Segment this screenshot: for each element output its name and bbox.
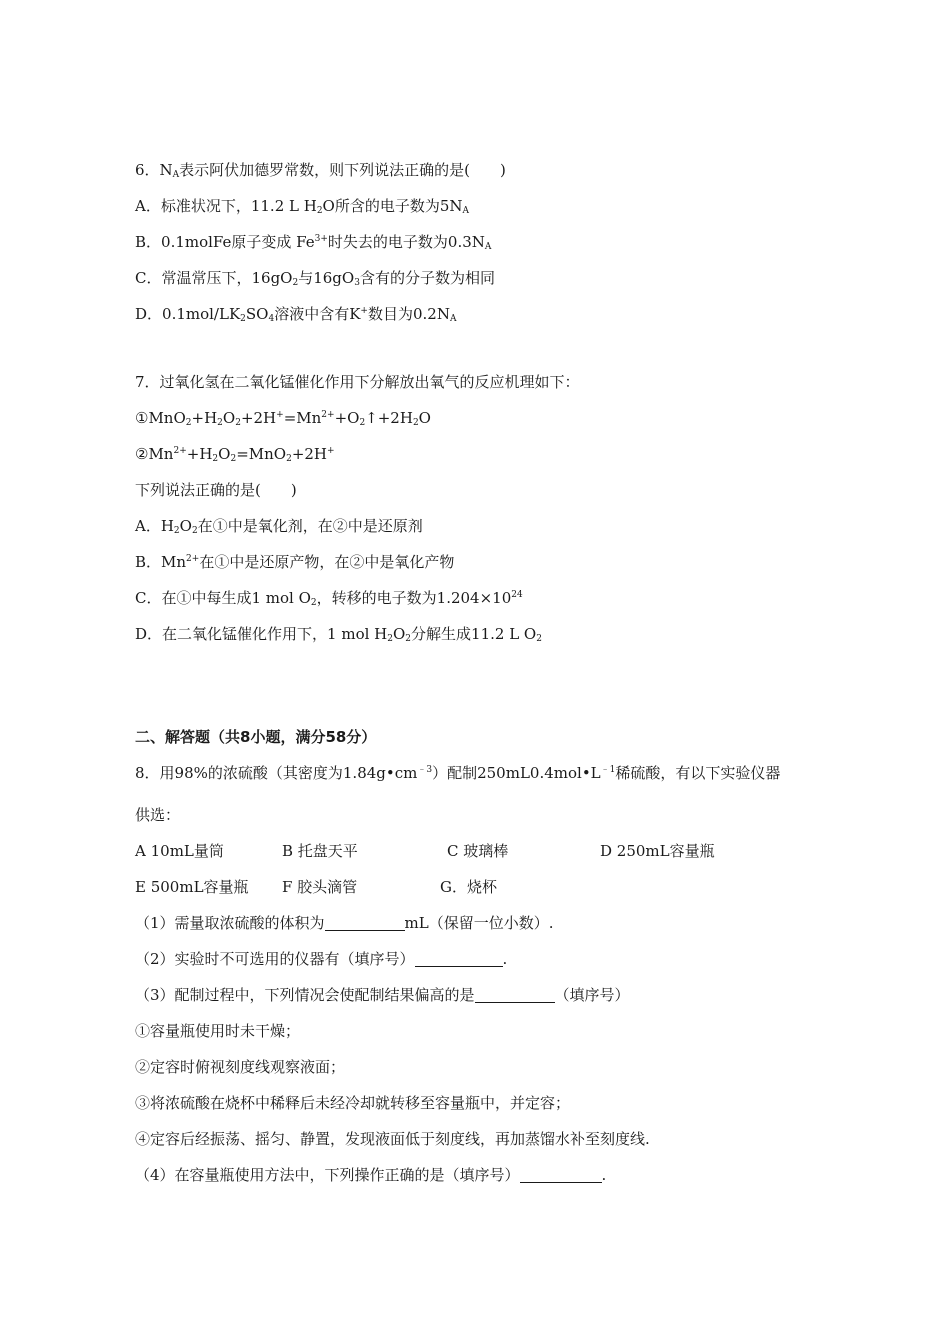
instrument-option: A 10mL量筒: [135, 842, 224, 860]
q6-option-c: C．常温常压下，$16gO_2$与$16gO_3$含有的分子数为相同: [135, 269, 495, 288]
q8-part-1: （1）需量取浓硫酸的体积为 mL（保留一位小数）.: [135, 914, 554, 932]
q7-option-d: D．在二氧化锰催化作用下，1 mol $H_2O_2$分解生成11.2 L $O_2$: [135, 625, 542, 644]
q6-option-b: B．0.1molFe原子变成 $Fe^{3+}$时失去的电子数为$0.3N_A$: [135, 233, 492, 252]
q8-instrument-row-1: [135, 841, 835, 861]
q7-ask: 下列说法正确的是( ): [135, 481, 297, 499]
q7-option-a: A．$H_2O_2$在①中是氧化剂，在②中是还原剂: [135, 517, 423, 536]
instrument-option: C 玻璃棒: [447, 842, 509, 860]
q7-reaction-2: $②Mn^{2+}+H_2O_2=MnO_2+2H^+$: [135, 445, 335, 464]
answer-blank[interactable]: [520, 1168, 602, 1183]
instrument-option: F 胶头滴管: [282, 878, 358, 896]
answer-blank[interactable]: [325, 916, 405, 931]
q7-reaction-1: $①MnO_2+H_2O_2+2H^+=Mn^{2+}+O_2↑+2H_2O$: [135, 409, 431, 428]
q8-part-2: （2）实验时不可选用的仪器有（填序号） .: [135, 950, 508, 968]
section-heading: 二、解答题（共8小题，满分58分）: [135, 728, 377, 746]
q7-option-b: B．$Mn^{2+}$在①中是还原产物，在②中是氧化产物: [135, 553, 455, 571]
instrument-option: E 500mL容量瓶: [135, 878, 249, 896]
q7-option-c: C．在①中每生成1 mol $O_2$，转移的电子数为$1.204\times 10^{24}$: [135, 589, 523, 608]
q6-option-a: A．标准状况下，11.2 L $H_2O$所含的电子数为$5N_A$: [135, 197, 470, 216]
instrument-option: D 250mL容量瓶: [600, 842, 715, 860]
q8-condition-2: ②定容时俯视刻度线观察液面；: [135, 1058, 346, 1076]
q8-instrument-row-2: [135, 877, 835, 897]
answer-blank[interactable]: [415, 952, 503, 967]
q8-condition-1: ①容量瓶使用时未干燥；: [135, 1022, 301, 1040]
answer-blank[interactable]: [475, 988, 555, 1003]
q6-option-d: D．$0.1mol/LK_2SO_4$溶液中含有K+数目为$0.2N_A$: [135, 305, 457, 324]
q8-part-4: （4）在容量瓶使用方法中，下列操作正确的是（填序号） .: [135, 1166, 607, 1184]
q8-stem-continued: 供选：: [135, 806, 181, 824]
instrument-option: B 托盘天平: [282, 842, 358, 860]
q8-stem: 8．用98%的浓硫酸（其密度为$1.84g•cm^{﹣3}$）配制$250mL0.4mol•L^{﹣1}$稀硫酸，有以下实验仪器: [135, 764, 781, 782]
q6-stem: 6．$N_A$表示阿伏加德罗常数，则下列说法正确的是( ): [135, 161, 506, 180]
q7-stem: 7．过氧化氢在二氧化锰催化作用下分解放出氧气的反应机理如下：: [135, 373, 580, 391]
q8-part-3: （3）配制过程中，下列情况会使配制结果偏高的是 （填序号）: [135, 986, 630, 1004]
q8-condition-4: ④定容后经振荡、摇匀、静置，发现液面低于刻度线，再加蒸馏水补至刻度线.: [135, 1130, 650, 1148]
q8-condition-3: ③将浓硫酸在烧杯中稀释后未经冷却就转移至容量瓶中，并定容；: [135, 1094, 571, 1112]
instrument-option: G．烧杯: [440, 878, 497, 896]
